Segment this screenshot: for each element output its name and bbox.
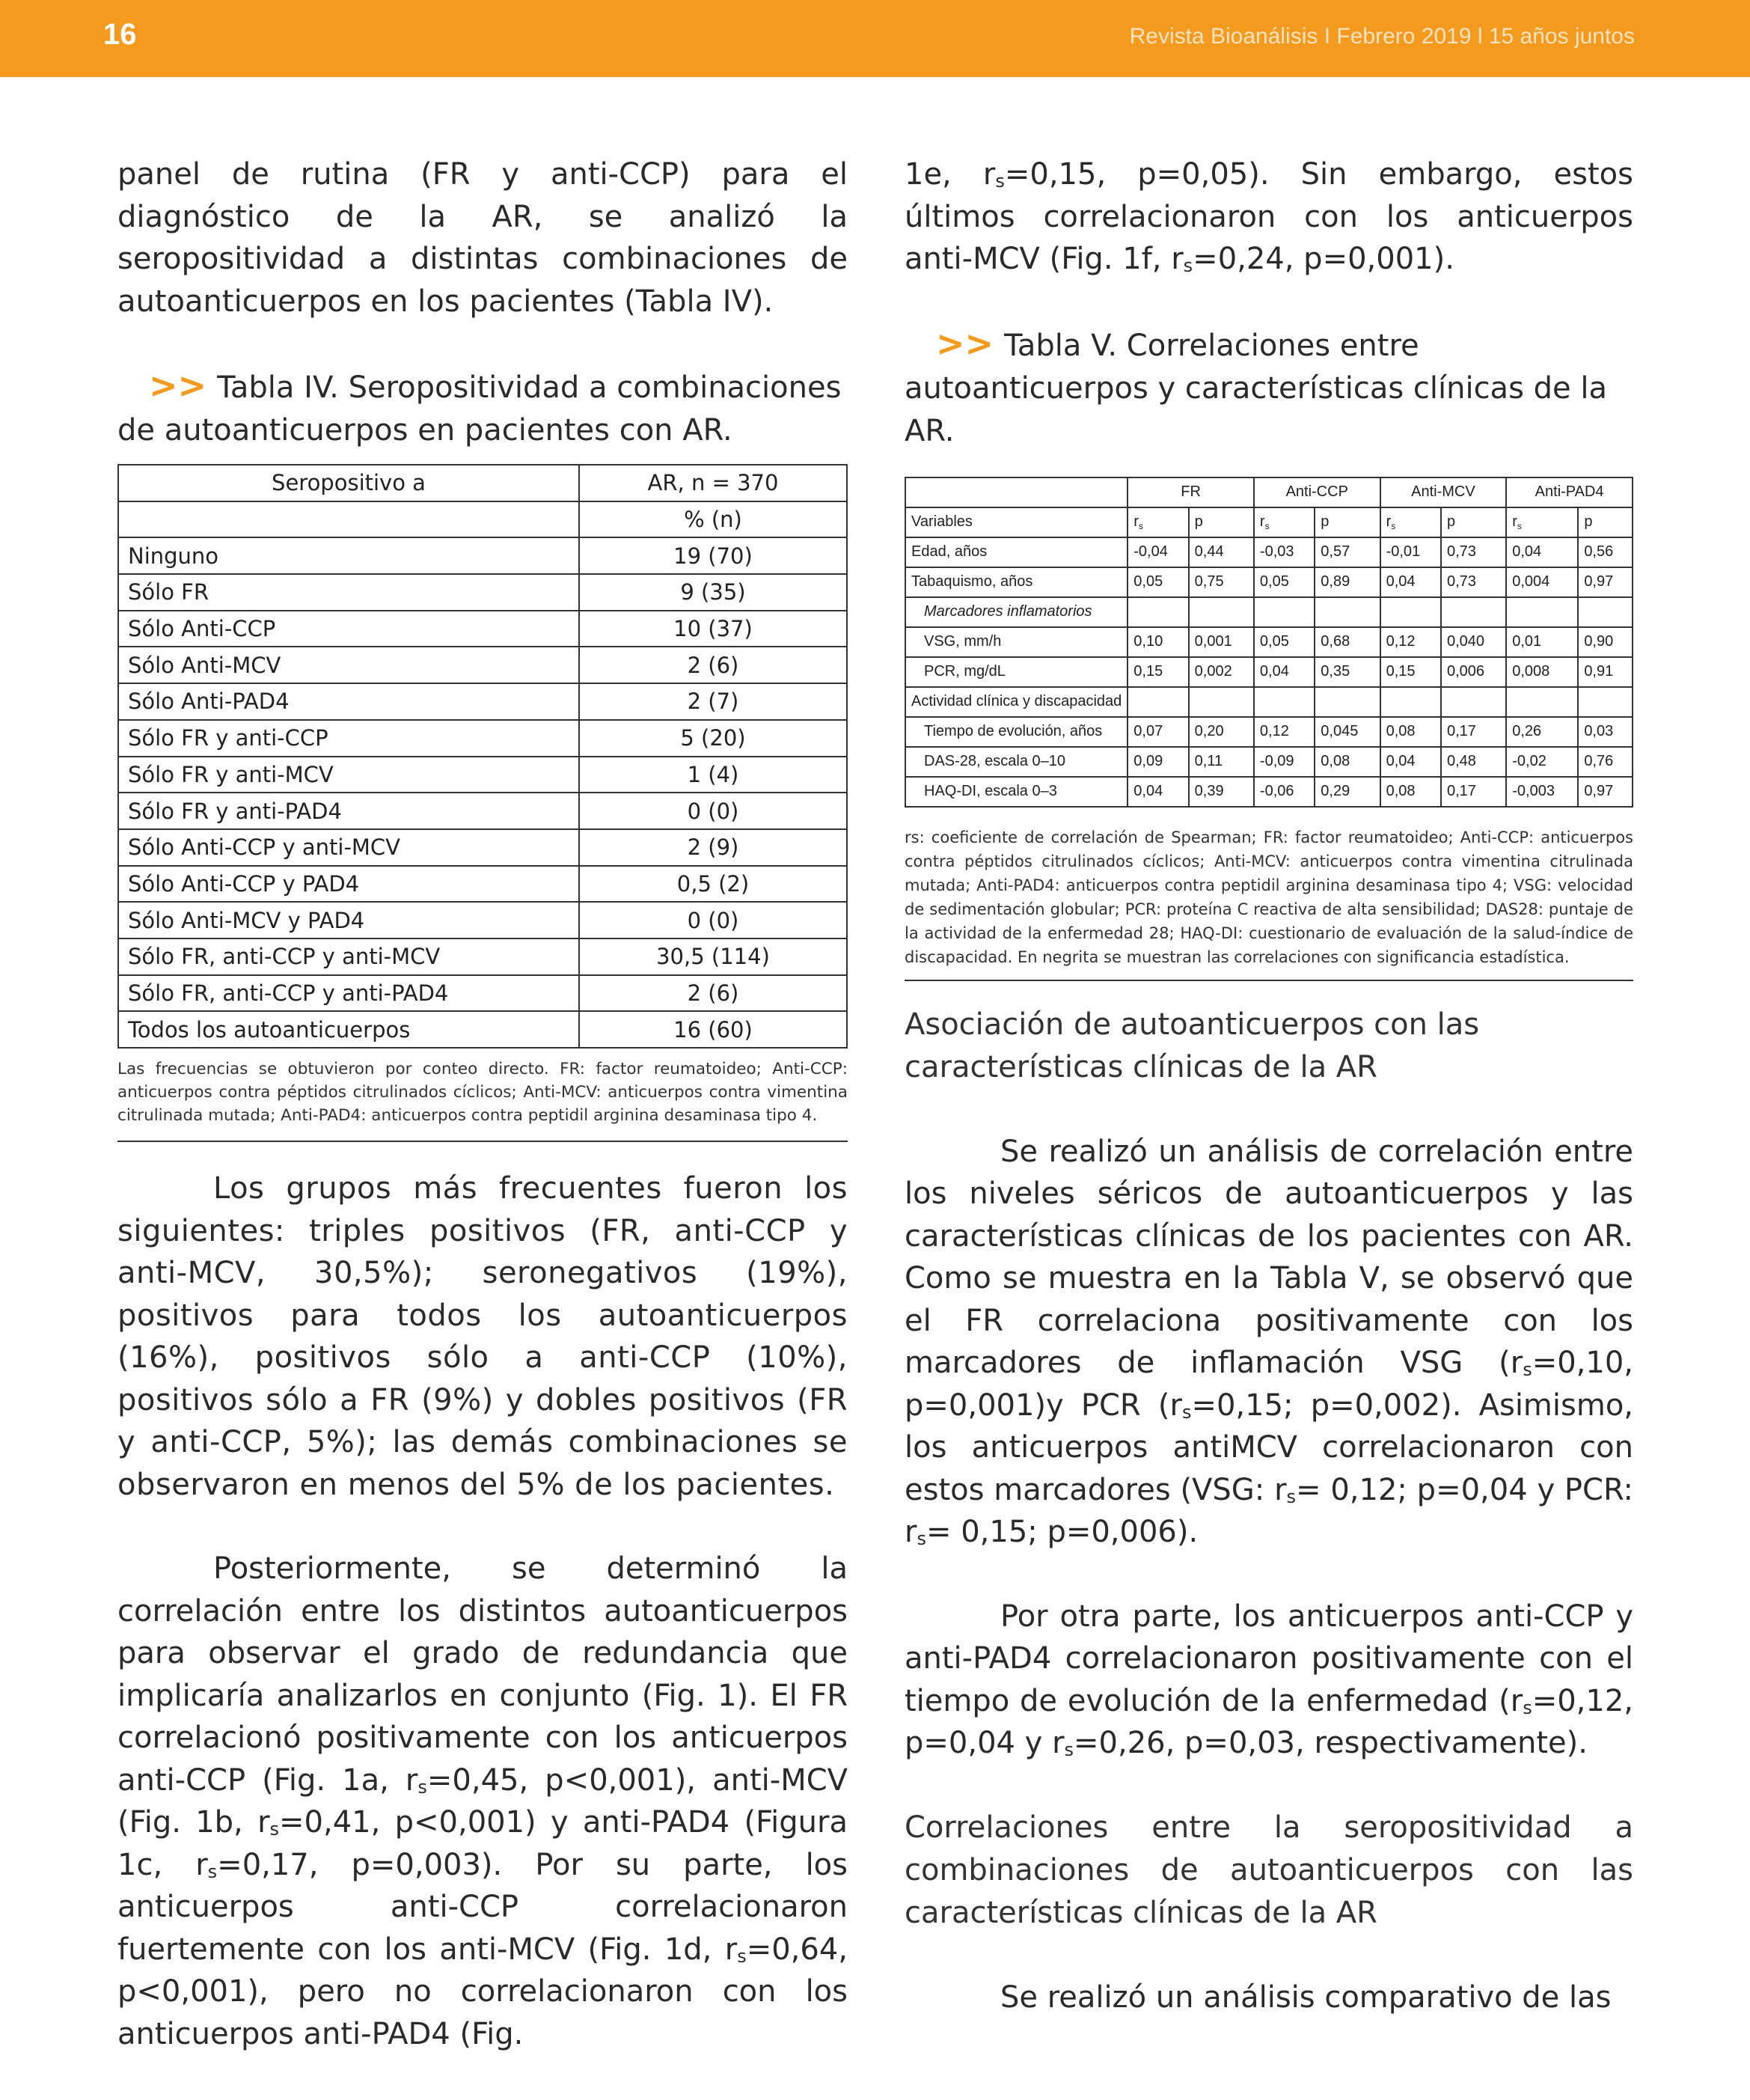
table-cell [1441,597,1506,627]
table-cell [1254,597,1315,627]
table-row [118,902,847,938]
table-cell: Sólo FR y anti-PAD4 [118,793,579,829]
table-cell: 0,006 [1441,657,1506,687]
table-cell: 0,39 [1189,777,1254,807]
table-group-row [905,477,1633,507]
table-cell: VSG, mm/h [905,627,1128,657]
table-v-note: rs: coeficiente de correlación de Spearman; FR: factor reumatoideo; Anti-CCP: anticuerpos contra péptidos citrulinados cíclicos; Anti-MCV: anticuerpos contra vimentina citrulinada mutada; Anti-PAD4: anticuerpos contra peptidil arginina desaminasa tipo 4; VSG: velocidad de sedimentación globular; PCR: proteína C reactiva de alta sensibilidad; DAS28: puntaje de la actividad de la enfermedad 28; HAQ-DI: cuestionario de evaluación de la salud-índice de discapacidad. En negrita se muestran las correlaciones con significancia estadística. [905,828,1633,966]
table-section-label: Marcadores inflamatorios [905,597,1128,627]
table-cell: 0,05 [1254,627,1315,657]
table-cell: 0,12 [1380,627,1441,657]
table-cell: 0,04 [1380,567,1441,597]
table-cell: 1 (4) [579,757,847,793]
table-row [905,777,1633,807]
table-cell [118,501,579,538]
table-cell: 0,48 [1441,747,1506,777]
paragraph: panel de rutina (FR y anti-CCP) para el diagnóstico de la AR, se analizó la seropositividad a distintas combinaciones de autoanticuerpos en los pacientes (Tabla IV). [117,157,848,319]
text-span: =0,15, p=0,05). Sin embargo, estos últimos correlacionaron con los anticuerpos anti-MCV (Fig. 1f, r [905,157,1633,276]
table-iv-title: Tabla IV. Seropositividad a combinaciones de autoanticuerpos en pacientes con AR. [117,370,842,448]
table-row [905,567,1633,597]
paragraph: Por otra parte, los anticuerpos anti-CCP y anti-PAD4 correlacionaron positivamente con el tiempo de evolución de la enfermedad ($r_s=0,12$, p=0,04 y $r_s=0,26$, p=0,03, respectivamente). [905,1599,1633,1760]
table-cell [1506,687,1578,717]
table-header-cell [1128,507,1188,537]
table-row [118,647,847,683]
table-cell: -0,003 [1506,777,1578,807]
table-row [118,611,847,647]
table-header-cell [1506,507,1578,537]
text-span: =0,64, p<0,001), pero no correlacionaron con los anticuerpos anti-PAD4 (Fig. [117,1932,848,2051]
table-cell: 2 (7) [579,683,847,720]
table-cell: 0,05 [1254,567,1315,597]
table-cell: 5 (20) [579,720,847,757]
text-span: = 0,15; p=0,006). [926,1515,1199,1549]
table-cell: 0,73 [1441,537,1506,567]
table-subheader-row [118,501,847,538]
table-cell: 0,57 [1315,537,1380,567]
r-sub: s [1517,521,1522,531]
table-cell: -0,03 [1254,537,1315,567]
table-v-caption [905,323,1633,453]
page-header [0,0,1750,77]
table-cell: Tiempo de evolución, años [905,717,1128,747]
table-cell [905,477,1128,507]
table-cell: 0,56 [1578,537,1633,567]
table-cell: 0,07 [1128,717,1188,747]
table-row [118,866,847,903]
table-cell: 0,08 [1315,747,1380,777]
table-header-cell: p [1315,507,1380,537]
table-cell: HAQ-DI, escala 0–3 [905,777,1128,807]
table-header-cell: Variables [905,507,1128,537]
table-header-cell: p [1441,507,1506,537]
table-group-header: FR [1128,477,1254,507]
table-cell: Sólo Anti-PAD4 [118,683,579,720]
table-cell: 0,89 [1315,567,1380,597]
text-span: Por otra parte, los anticuerpos anti-CCP y anti-PAD4 correlacionaron positivamente con el tiempo de evolución de la enfermedad (r [905,1599,1633,1718]
r-sub: s [1138,521,1143,531]
table-cell: Edad, años [905,537,1128,567]
table-group-header: Anti-CCP [1254,477,1380,507]
table-cell: -0,02 [1506,747,1578,777]
text-span: =0,10, p=0,001)y PCR (r [905,1346,1633,1423]
table-cell: 0,26 [1506,717,1578,747]
table-row [905,717,1633,747]
table-cell: 0,08 [1380,717,1441,747]
r-sub: s [1391,521,1396,531]
table-cell: Sólo Anti-CCP y anti-MCV [118,829,579,866]
text-span: =0,41, p<0,001) y anti-PAD4 (Figura 1c, r [117,1805,848,1882]
table-row [905,747,1633,777]
table-row [118,793,847,829]
table-iv-note: Las frecuencias se obtuvieron por conteo directo. FR: factor reumatoideo; Anti-CCP: anticuerpos contra péptidos citrulinados cíclicos; Anti-MCV: anticuerpos contra vimentina citrulinada mutada; Anti-PAD4: anticuerpos contra peptidil arginina desaminasa tipo 4. [117,1060,848,1125]
table-cell: 0,11 [1189,747,1254,777]
table-cell: 0,004 [1506,567,1578,597]
table-cell [1380,687,1441,717]
text-span: =0,15; p=0,002). Asimismo, los anticuerpos antiMCV correlacionaron con estos marcadores (VSG: r [905,1388,1633,1507]
left-column [117,153,848,2055]
table-cell: 0,91 [1578,657,1633,687]
table-row [905,537,1633,567]
table-cell [1315,687,1380,717]
table-cell [1506,597,1578,627]
arrow-icon: >> [936,323,994,364]
table-cell: 0,01 [1506,627,1578,657]
table-cell: -0,01 [1380,537,1441,567]
table-row [118,938,847,975]
table-subheader-cell: % (n) [579,501,847,538]
table-cell: 19 (70) [579,537,847,574]
table-row [905,657,1633,687]
table-row [118,829,847,866]
paragraph: Posteriormente, se determinó la correlación entre los distintos autoanticuerpos para observar el grado de redundancia que implicaría analizarlos en conjunto (Fig. 1). El FR correlacionó positivamente con los anticuerpos anti-CCP (Fig. 1a, $r_s=0,45$, p<0,001), anti-MCV (Fig. 1b, $r_s=0,41$, p<0,001) y anti-PAD4 (Figura 1c, $r_s=0,17$, p=0,003). Por su parte, los anticuerpos anti-CCP correlacionaron fuertemente con los anti-MCV (Fig. 1d, $r_s=0,64$, p<0,001), pero no correlacionaron con los anticuerpos anti-PAD4 (Fig. [117,1551,848,2051]
table-cell [1380,597,1441,627]
table-cell: 0,08 [1380,777,1441,807]
table-cell [1315,597,1380,627]
table-header-cell [1380,507,1441,537]
paragraph: Se realizó un análisis comparativo de las [1000,1980,1612,2015]
table-cell: 0,5 (2) [579,866,847,903]
text-span: =0,17, p=0,003). Por su parte, los anticuerpos anti-CCP correlacionaron fuertemente con los anti-MCV (Fig. 1d, r [117,1847,848,1967]
table-cell [1578,687,1633,717]
table-cell: 0,75 [1189,567,1254,597]
table-cell: 0,04 [1506,537,1578,567]
paragraph: 1e, $r_s=0,15$, p=0,05). Sin embargo, estos últimos correlacionaron con los anticuerpos anti-MCV (Fig. 1f, $r_s=0,24$, p=0,001). [905,157,1633,276]
table-iv-caption [117,364,848,452]
r-label: r [1133,513,1139,530]
right-column [905,153,1633,2018]
table-group-header: Anti-MCV [1380,477,1507,507]
table-cell: 0 (0) [579,793,847,829]
table-cell: 9 (35) [579,574,847,611]
table-cell: Sólo FR [118,574,579,611]
table-cell: Ninguno [118,537,579,574]
text-span: =0,45, p<0,001), anti-MCV (Fig. 1b, r [117,1762,848,1840]
table-cell: 0,17 [1441,717,1506,747]
table-row [118,574,847,611]
table-cell: Sólo FR y anti-CCP [118,720,579,757]
table-cell: 10 (37) [579,611,847,647]
section-heading: Asociación de autoanticuerpos con las características clínicas de la AR [905,1007,1480,1084]
text-span: = 0,12; p=0,04 y PCR: r [905,1472,1633,1549]
text-span: Se realizó un análisis de correlación entre los niveles séricos de autoanticuerpos y las características clínicas de los pacientes con AR. Como se muestra en la Tabla V, se observó que el FR correlaciona positivamente con los marcadores de inflamación VSG (r [905,1134,1633,1380]
table-cell [1441,687,1506,717]
table-row [118,720,847,757]
table-cell: -0,04 [1128,537,1188,567]
table-cell: Sólo Anti-MCV y PAD4 [118,902,579,938]
table-cell: 0 (0) [579,902,847,938]
table-cell [1128,687,1188,717]
table-section-row [905,597,1633,627]
table-row [905,627,1633,657]
table-header-cell: p [1189,507,1254,537]
table-cell: Sólo Anti-MCV [118,647,579,683]
table-cell: 0,040 [1441,627,1506,657]
text-span: =0,26, p=0,03, respectivamente). [1074,1726,1588,1760]
table-cell: 30,5 (114) [579,938,847,975]
journal-name: Revista Bioanálisis I Febrero 2019 l 15 años juntos [1129,24,1635,49]
table-cell: Todos los autoanticuerpos [118,1011,579,1048]
table-cell: 16 (60) [579,1011,847,1048]
table-subheader-row [905,507,1633,537]
table-cell: 0,15 [1128,657,1188,687]
page-number: 16 [103,18,137,51]
table-section-row [905,687,1633,717]
table-cell [1189,597,1254,627]
r-label: r [1512,513,1517,530]
table-cell: 0,04 [1254,657,1315,687]
table-cell [1578,597,1633,627]
table-cell: 0,09 [1128,747,1188,777]
table-cell: PCR, mg/dL [905,657,1128,687]
table-cell: Sólo Anti-CCP [118,611,579,647]
table-header-cell: AR, n = 370 [579,465,847,501]
table-cell: -0,09 [1254,747,1315,777]
table-cell: 2 (6) [579,647,847,683]
table-cell: 0,15 [1380,657,1441,687]
table-cell: 0,44 [1189,537,1254,567]
table-cell: 0,20 [1189,717,1254,747]
table-cell: 0,10 [1128,627,1188,657]
table-group-header: Anti-PAD4 [1506,477,1633,507]
table-cell: 0,03 [1578,717,1633,747]
text-span: Posteriormente, se determinó la correlación entre los distintos autoanticuerpos para observar el grado de redundancia que implicaría analizarlos en conjunto (Fig. 1). El FR correlacionó positivamente con los anticuerpos anti-CCP (Fig. 1a, r [117,1551,848,1798]
table-cell: -0,06 [1254,777,1315,807]
table-cell: 0,76 [1578,747,1633,777]
table-row [118,975,847,1012]
table-header-cell [1254,507,1315,537]
table-cell: 0,73 [1441,567,1506,597]
r-sub: s [1264,521,1270,531]
text-span: =0,24, p=0,001). [1193,242,1454,276]
table-cell: Sólo FR, anti-CCP y anti-PAD4 [118,975,579,1012]
paragraph: Se realizó un análisis de correlación entre los niveles séricos de autoanticuerpos y las características clínicas de los pacientes con AR. Como se muestra en la Tabla V, se observó que el FR correlaciona positivamente con los marcadores de inflamación VSG ($r_s=0,10$, p=0,001)y PCR ($r_s=0,15$; p=0,002). Asimismo, los anticuerpos antiMCV correlacionaron con estos marcadores (VSG: $r_s= 0,12$; p=0,04 y PCR: $r_s= 0,15$; p=0,006). [905,1134,1633,1549]
r-label: r [1386,513,1392,530]
table-v [905,477,1633,808]
table-row [118,757,847,793]
table-cell: 2 (6) [579,975,847,1012]
table-cell: 0,68 [1315,627,1380,657]
table-cell: Sólo FR y anti-MCV [118,757,579,793]
table-cell [1189,687,1254,717]
table-cell: 0,008 [1506,657,1578,687]
table-cell: Sólo Anti-CCP y PAD4 [118,866,579,903]
table-cell: 0,001 [1189,627,1254,657]
table-cell: 0,002 [1189,657,1254,687]
text-span: 1e, r [905,157,996,192]
table-cell: 0,04 [1128,777,1188,807]
table-header-cell: Seropositivo a [118,465,579,501]
table-cell [1128,597,1188,627]
table-cell: 0,04 [1380,747,1441,777]
table-row [118,537,847,574]
table-cell: 2 (9) [579,829,847,866]
table-cell: DAS-28, escala 0–10 [905,747,1128,777]
table-iv [117,464,848,1049]
table-cell: Sólo FR, anti-CCP y anti-MCV [118,938,579,975]
table-cell: 0,97 [1578,567,1633,597]
table-row [118,683,847,720]
table-cell: 0,90 [1578,627,1633,657]
text-span: =0,12, p=0,04 y r [905,1683,1633,1760]
section-heading: Correlaciones entre la seropositividad a combinaciones de autoanticuerpos con las características clínicas de la AR [905,1810,1633,1930]
table-row [118,1011,847,1048]
arrow-icon: >> [149,365,207,406]
paragraph: Los grupos más frecuentes fueron los siguientes: triples positivos (FR, anti-CCP y anti-MCV, 30,5%); seronegativos (19%), positivos para todos los autoanticuerpos (16%), positivos sólo a anti-CCP (10%), positivos sólo a FR (9%) y dobles positivos (FR y anti-CCP, 5%); las demás combinaciones se observaron en menos del 5% de los pacientes. [117,1171,848,1502]
table-cell: 0,12 [1254,717,1315,747]
table-cell: Tabaquismo, años [905,567,1128,597]
table-cell: 0,29 [1315,777,1380,807]
table-cell: 0,17 [1441,777,1506,807]
table-cell: 0,045 [1315,717,1380,747]
table-v-title: Tabla V. Correlaciones entre autoanticuerpos y características clínicas de la AR. [905,328,1607,448]
r-label: r [1259,513,1265,530]
table-cell: 0,97 [1578,777,1633,807]
table-cell [1254,687,1315,717]
table-cell: 0,35 [1315,657,1380,687]
table-header-cell: p [1578,507,1633,537]
table-header-row [118,465,847,501]
table-section-label: Actividad clínica y discapacidad [905,687,1128,717]
table-cell: 0,05 [1128,567,1188,597]
